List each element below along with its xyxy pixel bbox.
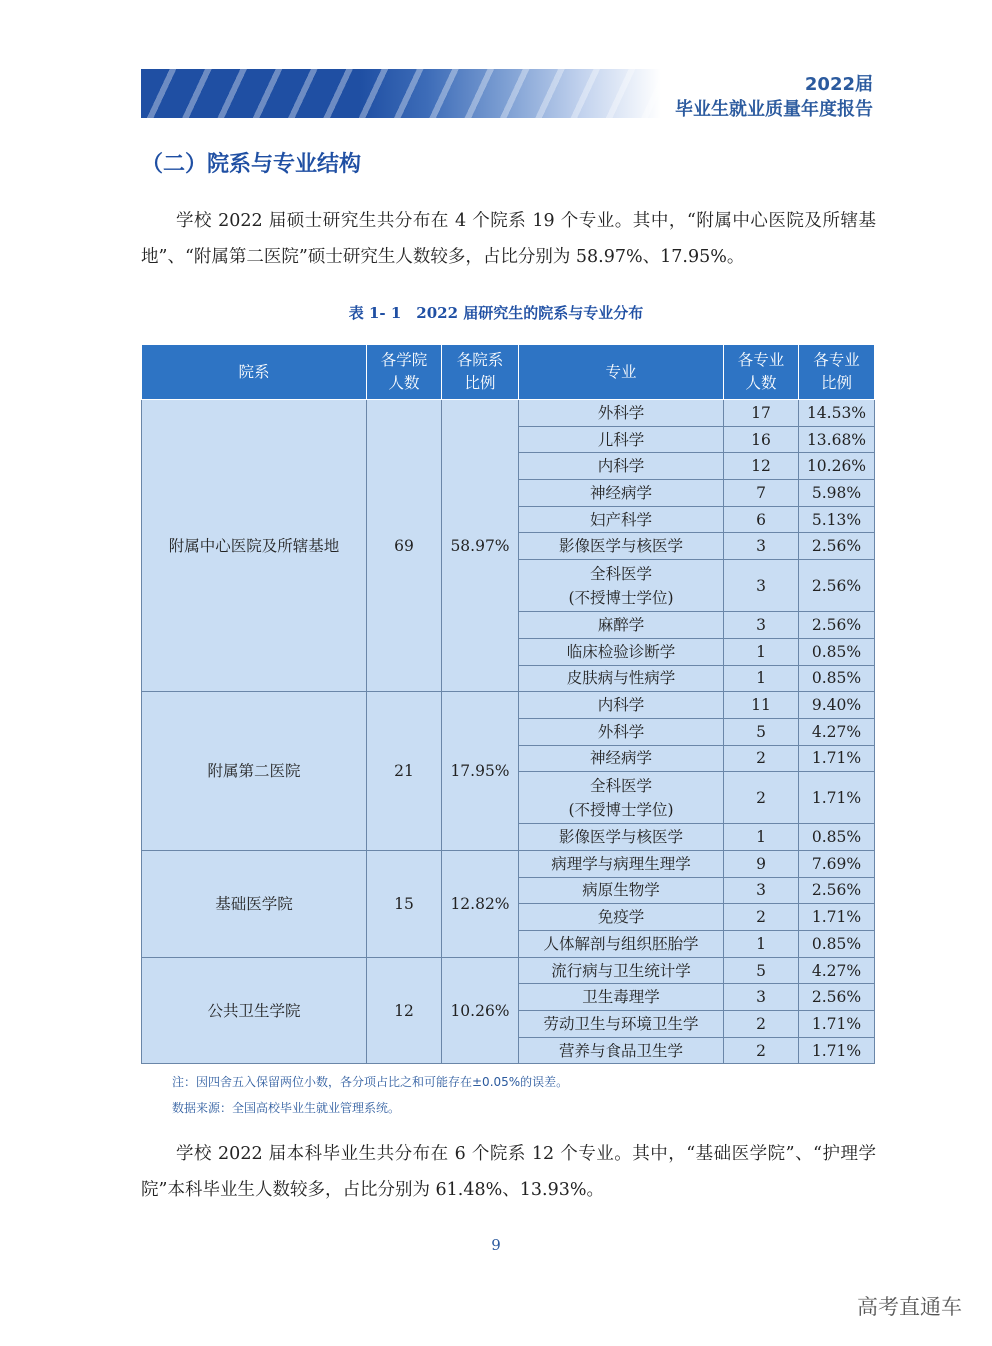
major-ratio: 2.56% (799, 877, 875, 904)
major-name: 麻醉学 (519, 612, 724, 639)
major-ratio: 1.71% (799, 1037, 875, 1064)
major-name: 全科医学 (不授博士学位) (519, 560, 724, 612)
table-row (142, 400, 875, 427)
major-ratio: 10.26% (799, 453, 875, 480)
major-name: 影像医学与核医学 (519, 533, 724, 560)
major-ratio: 9.40% (799, 692, 875, 719)
major-name: 流行病与卫生统计学 (519, 957, 724, 984)
header-report-title: 毕业生就业质量年度报告 (675, 99, 873, 120)
major-name: 内科学 (519, 453, 724, 480)
department-ratio: 17.95% (442, 692, 519, 851)
major-count: 2 (724, 1011, 799, 1038)
department-count: 15 (367, 850, 442, 957)
major-name: 免疫学 (519, 904, 724, 931)
table-header-row (142, 345, 875, 400)
major-count: 5 (724, 718, 799, 745)
major-ratio: 14.53% (799, 400, 875, 427)
major-ratio: 2.56% (799, 612, 875, 639)
major-ratio: 5.98% (799, 480, 875, 507)
major-count: 1 (724, 665, 799, 692)
major-name: 劳动卫生与环境卫生学 (519, 1011, 724, 1038)
major-count: 11 (724, 692, 799, 719)
major-count: 2 (724, 772, 799, 824)
department-count: 21 (367, 692, 442, 851)
major-name: 卫生毒理学 (519, 984, 724, 1011)
major-ratio: 0.85% (799, 665, 875, 692)
major-name: 营养与食品卫生学 (519, 1037, 724, 1064)
major-count: 3 (724, 984, 799, 1011)
major-name: 外科学 (519, 718, 724, 745)
major-count: 17 (724, 400, 799, 427)
major-count: 3 (724, 877, 799, 904)
major-name: 病原生物学 (519, 877, 724, 904)
table-note: 注：因四舍五入保留两位小数，各分项占比之和可能存在±0.05%的误差。 (172, 1075, 569, 1089)
major-ratio: 4.27% (799, 957, 875, 984)
header-cell: 各专业 比例 (799, 345, 875, 400)
department-count: 69 (367, 400, 442, 692)
department-count: 12 (367, 957, 442, 1064)
major-ratio: 0.85% (799, 638, 875, 665)
major-count: 16 (724, 426, 799, 453)
table-caption: 表 1- 1 2022 届研究生的院系与专业分布 (348, 304, 644, 322)
major-ratio: 1.71% (799, 772, 875, 824)
major-name: 皮肤病与性病学 (519, 665, 724, 692)
major-name: 临床检验诊断学 (519, 638, 724, 665)
major-ratio: 2.56% (799, 533, 875, 560)
header-cell: 各院系 比例 (442, 345, 519, 400)
major-name: 人体解剖与组织胚胎学 (519, 931, 724, 958)
major-name: 儿科学 (519, 426, 724, 453)
major-ratio: 0.85% (799, 824, 875, 851)
major-ratio: 2.56% (799, 560, 875, 612)
header-cell: 各学院 人数 (367, 345, 442, 400)
major-count: 3 (724, 560, 799, 612)
table-row (142, 850, 875, 877)
table-row (142, 692, 875, 719)
major-count: 5 (724, 957, 799, 984)
major-count: 1 (724, 638, 799, 665)
department-name: 附属中心医院及所辖基地 (142, 400, 367, 692)
major-name: 影像医学与核医学 (519, 824, 724, 851)
major-name: 神经病学 (519, 745, 724, 772)
section-title: （二）院系与专业结构 (141, 152, 362, 177)
banner-stripes (141, 69, 661, 118)
major-ratio: 0.85% (799, 931, 875, 958)
major-ratio: 1.71% (799, 904, 875, 931)
major-ratio: 1.71% (799, 745, 875, 772)
header-cell: 各专业 人数 (724, 345, 799, 400)
department-ratio: 58.97% (442, 400, 519, 692)
major-name: 全科医学 (不授博士学位) (519, 772, 724, 824)
data-source-note: 数据来源：全国高校毕业生就业管理系统。 (172, 1101, 401, 1115)
header-cell: 院系 (142, 345, 367, 400)
major-name: 病理学与病理生理学 (519, 850, 724, 877)
major-ratio: 13.68% (799, 426, 875, 453)
department-name: 附属第二医院 (142, 692, 367, 851)
header-banner (141, 69, 661, 118)
major-count: 3 (724, 612, 799, 639)
major-ratio: 2.56% (799, 984, 875, 1011)
major-ratio: 1.71% (799, 1011, 875, 1038)
major-count: 7 (724, 480, 799, 507)
major-count: 6 (724, 506, 799, 533)
header-year: 2022届 (804, 74, 873, 95)
major-name: 外科学 (519, 400, 724, 427)
major-count: 2 (724, 1037, 799, 1064)
major-count: 1 (724, 931, 799, 958)
major-count: 2 (724, 745, 799, 772)
major-name: 妇产科学 (519, 506, 724, 533)
department-name: 公共卫生学院 (142, 957, 367, 1064)
paragraph-graduate: 学校 2022 届硕士研究生共分布在 4 个院系 19 个专业。其中，“附属中心医院及所辖基地”、“附属第二医院”硕士研究生人数较多，占比分别为 58.97%、17.95%。 (141, 211, 876, 267)
table-row (142, 957, 875, 984)
page-number: 9 (491, 1236, 501, 1254)
major-count: 12 (724, 453, 799, 480)
major-ratio: 5.13% (799, 506, 875, 533)
table-body (142, 400, 875, 1064)
major-name: 神经病学 (519, 480, 724, 507)
major-ratio: 4.27% (799, 718, 875, 745)
major-count: 3 (724, 533, 799, 560)
major-count: 9 (724, 850, 799, 877)
department-ratio: 10.26% (442, 957, 519, 1064)
watermark: 高考直通车 (857, 1295, 962, 1319)
department-major-table (141, 344, 875, 1064)
department-name: 基础医学院 (142, 850, 367, 957)
paragraph-undergraduate: 学校 2022 届本科毕业生共分布在 6 个院系 12 个专业。其中，“基础医学院”、“护理学院”本科毕业生人数较多，占比分别为 61.48%、13.93%。 (141, 1144, 876, 1200)
header-cell: 专业 (519, 345, 724, 400)
major-name: 内科学 (519, 692, 724, 719)
major-count: 2 (724, 904, 799, 931)
department-ratio: 12.82% (442, 850, 519, 957)
major-count: 1 (724, 824, 799, 851)
major-ratio: 7.69% (799, 850, 875, 877)
